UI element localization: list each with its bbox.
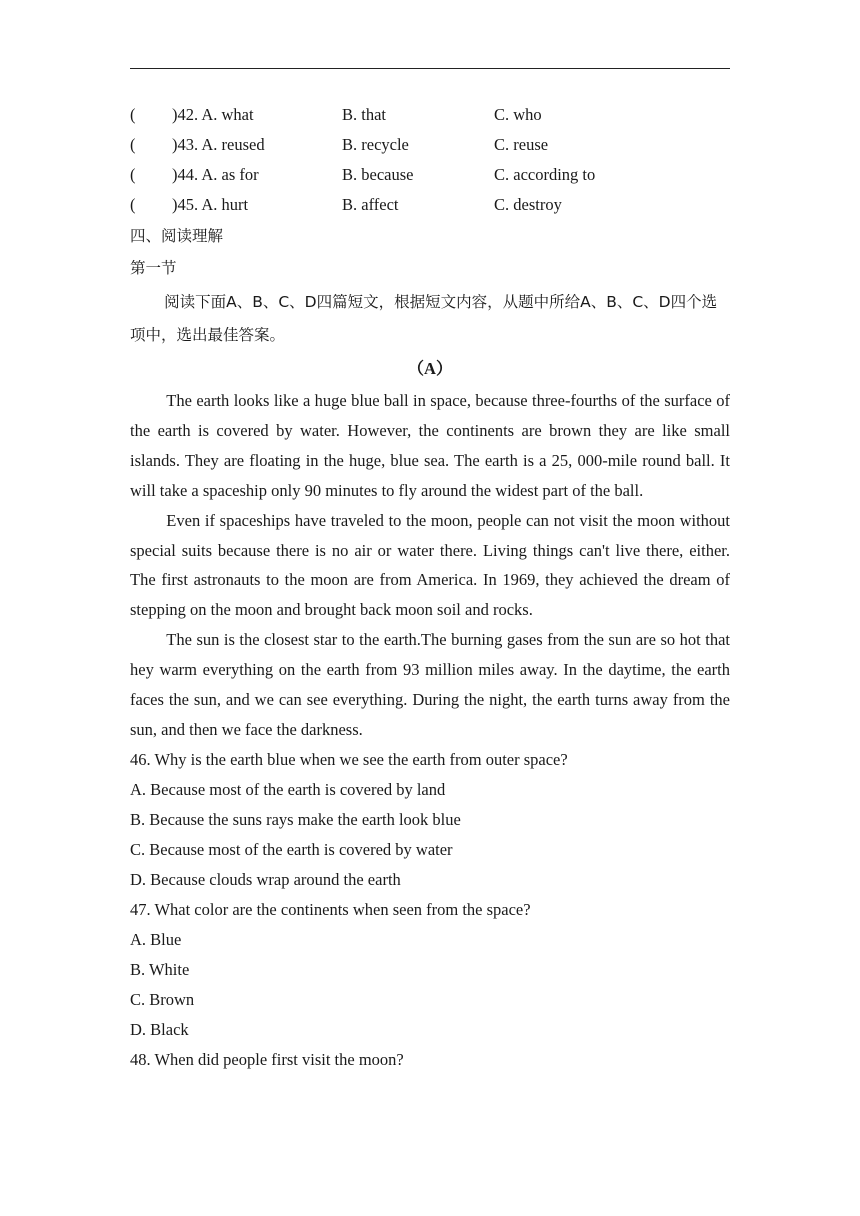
- choice-b: B. because: [342, 165, 414, 184]
- question-stem: 46. Why is the earth blue when we see the earth from outer space?: [130, 749, 568, 769]
- header-rule: [130, 68, 730, 69]
- answer-blank[interactable]: (: [130, 135, 136, 154]
- paragraph: The sun is the closest star to the earth.The burning gases from the sun are so hot that hey warm everything on the earth from 93 million miles away. In the daytime, the earth faces the sun, and we can see everything. During the night, the earth turns away from the sun, and then we face the darkness.: [130, 630, 730, 739]
- answer-choice[interactable]: A. Because most of the earth is covered by land: [130, 779, 446, 799]
- choice-a: A. what: [201, 105, 254, 124]
- subsection-heading: 第一节: [130, 259, 177, 277]
- page-content: [130, 100, 730, 1075]
- option-row-44: ( )44. A. as for B. because C. according to: [130, 160, 730, 190]
- question-number: 42.: [177, 105, 199, 124]
- question-stem: 47. What color are the continents when seen from the space?: [130, 899, 531, 919]
- choice-a: A. reused: [201, 135, 265, 154]
- answer-blank[interactable]: (: [130, 105, 136, 124]
- option-row-43: ( )43. A. reused B. recycle C. reuse: [130, 130, 730, 160]
- answer-choice[interactable]: A. Blue: [130, 929, 182, 949]
- instructions-text: 阅读下面A、B、C、D四篇短文，根据短文内容，从题中所给A、B、C、D四个选项中，选出最佳答案。: [130, 293, 718, 344]
- choice-c: C. destroy: [494, 195, 562, 214]
- answer-choice[interactable]: C. Brown: [130, 989, 195, 1009]
- passage-label: （A）: [407, 359, 453, 378]
- question-number: 44.: [177, 165, 199, 184]
- choice-c: C. reuse: [494, 135, 549, 154]
- answer-choice[interactable]: D. Because clouds wrap around the earth: [130, 869, 401, 889]
- choice-a: A. as for: [201, 165, 259, 184]
- question-stem: 48. When did people first visit the moon?: [130, 1049, 404, 1069]
- question-48: [130, 1045, 730, 1075]
- question-46: [130, 745, 730, 895]
- option-row-45: ( )45. A. hurt B. affect C. destroy: [130, 190, 730, 220]
- instructions: [130, 286, 730, 352]
- choice-a: A. hurt: [201, 195, 249, 214]
- question-number: 43.: [177, 135, 199, 154]
- choice-b: B. that: [342, 105, 386, 124]
- answer-choice[interactable]: B. White: [130, 959, 190, 979]
- choice-c: C. who: [494, 105, 542, 124]
- passage-a: [130, 386, 730, 745]
- paragraph: Even if spaceships have traveled to the moon, people can not visit the moon without special suits because there is no air or water there. Living things can't live there, either. The first astronauts to the moon are from America. In 1969, they achieved the dream of stepping on the moon and brought back moon soil and rocks.: [130, 510, 730, 620]
- answer-blank[interactable]: (: [130, 195, 136, 214]
- question-number: 45.: [177, 195, 199, 214]
- choice-b: B. affect: [342, 195, 399, 214]
- answer-choice[interactable]: C. Because most of the earth is covered by water: [130, 839, 453, 859]
- choice-c: C. according to: [494, 165, 596, 184]
- section-heading: 四、阅读理解: [130, 227, 224, 245]
- answer-blank[interactable]: (: [130, 165, 136, 184]
- choice-b: B. recycle: [342, 135, 409, 154]
- paragraph: The earth looks like a huge blue ball in space, because three-fourths of the surface of the earth is covered by water. However, the continents are brown they are like small islands. They are floating in the huge, blue sea. The earth is a 25, 000-mile round ball. It will take a spaceship only 90 minutes to fly around the widest part of the ball.: [130, 391, 730, 500]
- answer-choice[interactable]: D. Black: [130, 1019, 189, 1039]
- question-47: [130, 895, 730, 1045]
- option-row-42: ( )42. A. what B. that C. who: [130, 100, 730, 130]
- answer-choice[interactable]: B. Because the suns rays make the earth look blue: [130, 809, 461, 829]
